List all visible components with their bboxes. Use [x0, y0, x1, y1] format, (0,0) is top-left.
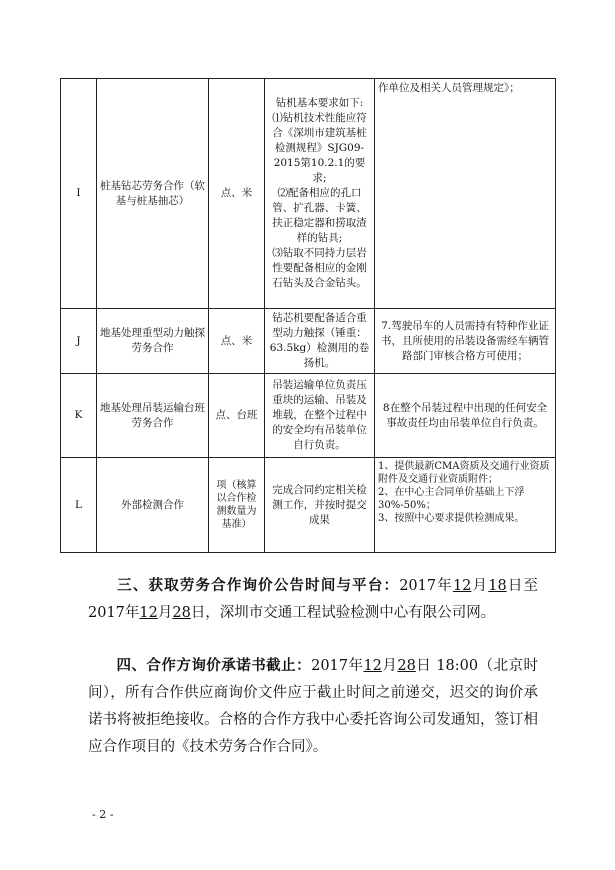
- section-4-heading: 四、合作方询价承诺书截止：: [116, 657, 312, 674]
- row-code: L: [61, 458, 97, 553]
- requirement-line: ⑶钻取不同持力层岩性要配备相应的金刚石钻头及合金钻头。: [272, 247, 367, 289]
- row-requirements: 吊装运输单位负责压重块的运输、吊装及堆载，在整个过程中的安全均有吊装单位自行负责。: [265, 374, 375, 458]
- table-row: [61, 309, 556, 374]
- table-row: [61, 374, 556, 458]
- requirement-line: 钻机基本要求如下:: [275, 97, 364, 109]
- requirement-line: ⑵配备相应的孔口管、扩孔器、卡簧、扶正稳定器和捞取渣样的钻具;: [272, 187, 367, 244]
- row-remarks: 作单位及相关人员管理规定》；: [375, 79, 556, 309]
- row-unit: 点、台班: [209, 374, 265, 458]
- row-remarks: 8在整个吊装过程中出现的任何安全事故责任均由吊装单位自行负责。: [375, 374, 556, 458]
- table-row: [61, 458, 556, 553]
- row-code: J: [61, 309, 97, 374]
- row-unit: 点、米: [209, 79, 265, 309]
- row-requirements: 钻芯机要配备适合重型动力触探（锤重：63.5kg）检测用的卷扬机。: [265, 309, 375, 374]
- section-3-paragraph: 三、获取劳务合作询价公告时间与平台：2017年12月18日至2017年12月28日，深圳市交通工程试验检测中心有限公司网。: [88, 577, 539, 621]
- row-requirements: 完成合同约定相关检测工作，并按时提交成果: [265, 458, 375, 553]
- remark-line: 3、按照中心要求提供检测成果。: [378, 513, 525, 524]
- row-remarks: 7.驾驶吊车的人员需持有特种作业证书，且所使用的吊装设备需经车辆管路部门审核合格方可使用；: [375, 309, 556, 374]
- remark-line: 1、提供最新CMA资质及交通行业资质附件及交通行业资质附件；: [378, 461, 550, 485]
- row-name: 地基处理重型动力触探劳务合作: [97, 309, 209, 374]
- row-name: 桩基钻芯劳务合作（软基与桩基抽芯）: [97, 79, 209, 309]
- row-requirements: [265, 79, 375, 309]
- service-table: [60, 78, 556, 553]
- table-row: [61, 79, 556, 309]
- section-4-paragraph: 四、合作方询价承诺书截止：2017年12月28日 18:00（北京时间），所有合作供应商询价文件应于截止时间之前递交，迟交的询价承诺书将被拒绝接收。合格的合作方我中心委托咨询公司发通知，签订相应合作项目的《技术劳务合作合同》。: [88, 657, 539, 755]
- row-unit: 项（核算以合作检测数量为基准）: [209, 458, 265, 553]
- section-3-heading: 三、获取劳务合作询价公告时间与平台：: [116, 577, 400, 594]
- remark-line: 2、在中心主合同单价基础上下浮30%-50%；: [378, 487, 525, 511]
- requirement-line: ⑴钻机技术性能应符合《深圳市建筑基桩检测规程》SJG09-2015第10.2.1的要求;: [272, 112, 367, 184]
- row-unit: 点、米: [209, 309, 265, 374]
- page-number: - 2 -: [92, 808, 114, 821]
- row-name: 地基处理吊装运输台班劳务合作: [97, 374, 209, 458]
- row-name: 外部检测合作: [97, 458, 209, 553]
- row-code: K: [61, 374, 97, 458]
- row-code: I: [61, 79, 97, 309]
- row-remarks: [375, 458, 556, 553]
